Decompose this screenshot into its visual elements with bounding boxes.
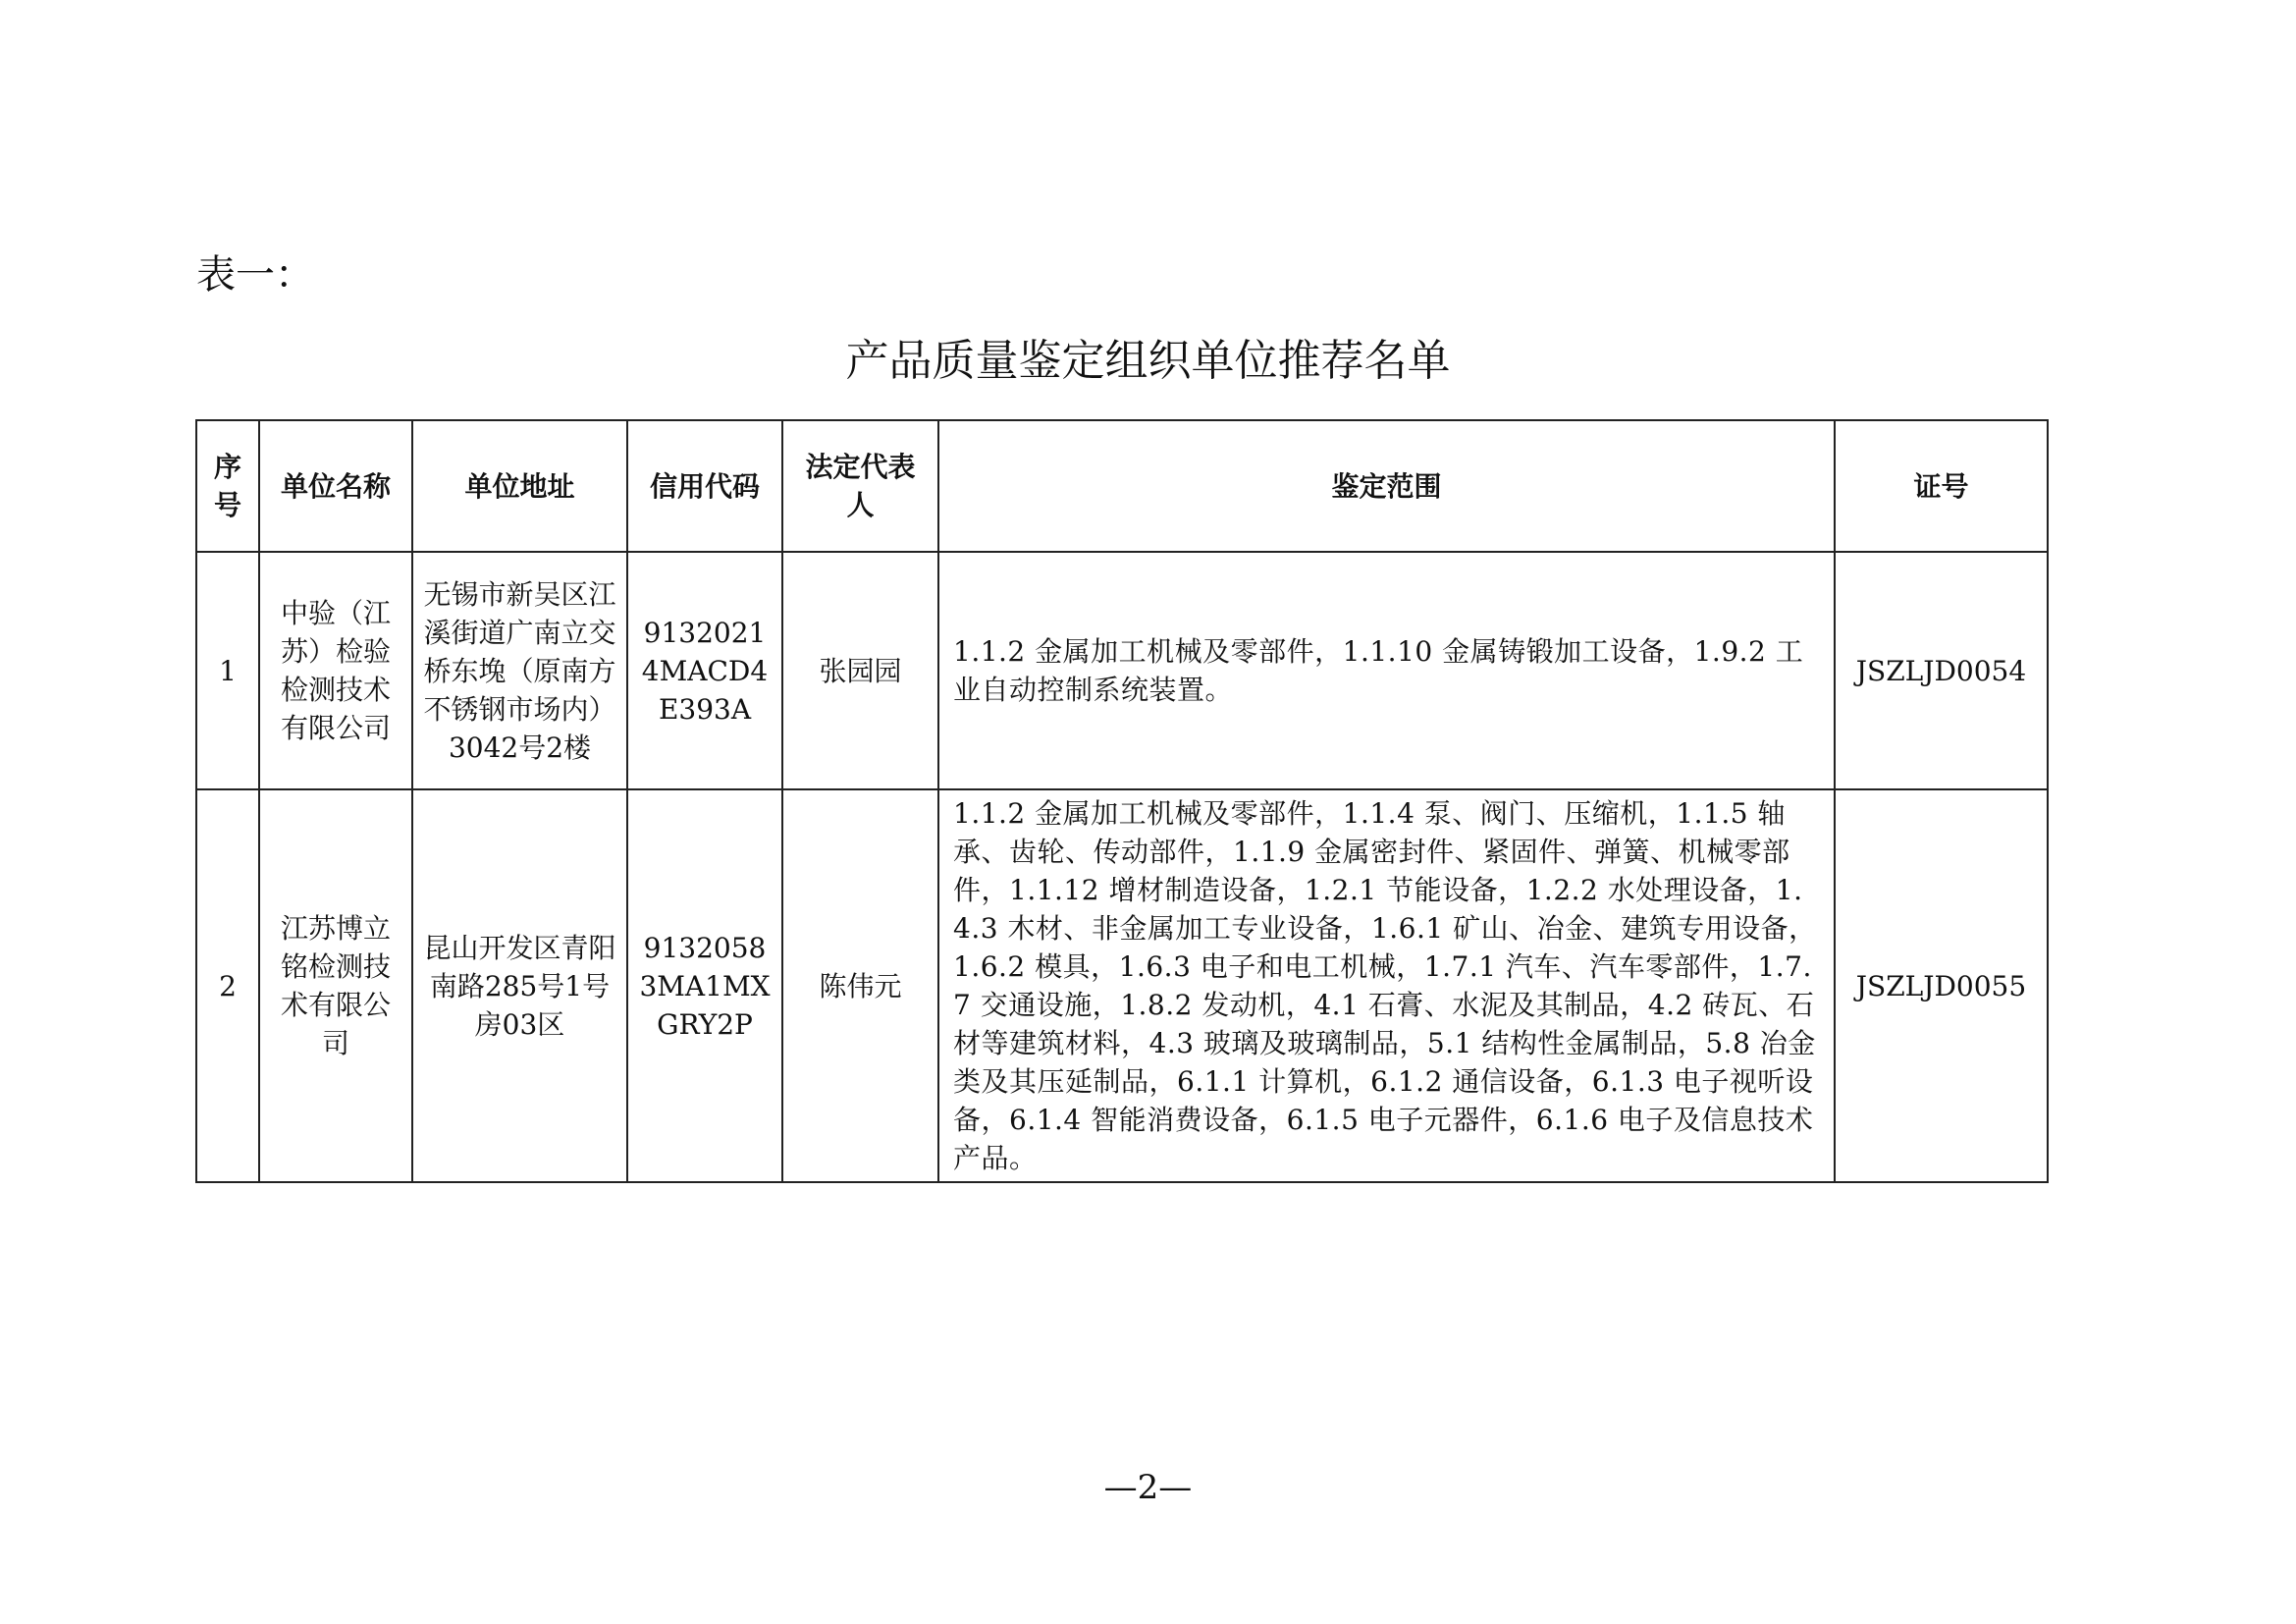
- page-number: —2—: [1103, 1468, 1193, 1507]
- header-credit-code: 信用代码: [627, 420, 782, 552]
- table-header-row: [196, 420, 2048, 552]
- recommendation-table: [195, 419, 2047, 1183]
- cell-unit-name: 江苏博立铭检测技术有限公司: [259, 789, 412, 1182]
- cell-legal-rep: 陈伟元: [782, 789, 938, 1182]
- header-cert-no: 证号: [1835, 420, 2048, 552]
- cell-scope: 1.1.2 金属加工机械及零部件，1.1.4 泵、阀门、压缩机，1.1.5 轴承、齿轮、传动部件，1.1.9 金属密封件、紧固件、弹簧、机械零部件，1.1.12 增材制造设备，1.2.1 节能设备，1.2.2 水处理设备，1.4.3 木材、非金属加工专业设备，1.6.1 矿山、冶金、建筑专用设备，1.6.2 模具，1.6.3 电子和电工机械，1.7.1 汽车、汽车零部件，1.7.7 交通设施，1.8.2 发动机，4.1 石膏、水泥及其制品，4.2 砖瓦、石材等建筑材料，4.3 玻璃及玻璃制品，5.1 结构性金属制品，5.8 冶金类及其压延制品，6.1.1 计算机，6.1.2 通信设备，6.1.3 电子视听设备，6.1.4 智能消费设备，6.1.5 电子元器件，6.1.6 电子及信息技术产品。: [938, 789, 1835, 1182]
- cell-credit-code: 91320214MACD4E393A: [627, 552, 782, 789]
- cell-unit-name: 中验（江苏）检验检测技术有限公司: [259, 552, 412, 789]
- table-row: [196, 552, 2048, 789]
- cell-seq: 2: [196, 789, 259, 1182]
- document-title: 产品质量鉴定组织单位推荐名单: [845, 336, 1451, 386]
- cell-credit-code: 91320583MA1MXGRY2P: [627, 789, 782, 1182]
- table-label: 表一：: [196, 252, 314, 298]
- header-legal-rep: 法定代表人: [782, 420, 938, 552]
- cell-address: 无锡市新吴区江溪街道广南立交桥东堍（原南方不锈钢市场内）3042号2楼: [412, 552, 627, 789]
- header-seq: 序号: [196, 420, 259, 552]
- cell-scope: 1.1.2 金属加工机械及零部件，1.1.10 金属铸锻加工设备，1.9.2 工业自动控制系统装置。: [938, 552, 1835, 789]
- recommendation-table-grid: [195, 419, 2049, 1183]
- cell-legal-rep: 张园园: [782, 552, 938, 789]
- table-row: [196, 789, 2048, 1182]
- header-address: 单位地址: [412, 420, 627, 552]
- cell-seq: 1: [196, 552, 259, 789]
- cell-cert-no: JSZLJD0054: [1835, 552, 2048, 789]
- cell-address: 昆山开发区青阳南路285号1号房03区: [412, 789, 627, 1182]
- header-unit-name: 单位名称: [259, 420, 412, 552]
- cell-cert-no: JSZLJD0055: [1835, 789, 2048, 1182]
- header-scope: 鉴定范围: [938, 420, 1835, 552]
